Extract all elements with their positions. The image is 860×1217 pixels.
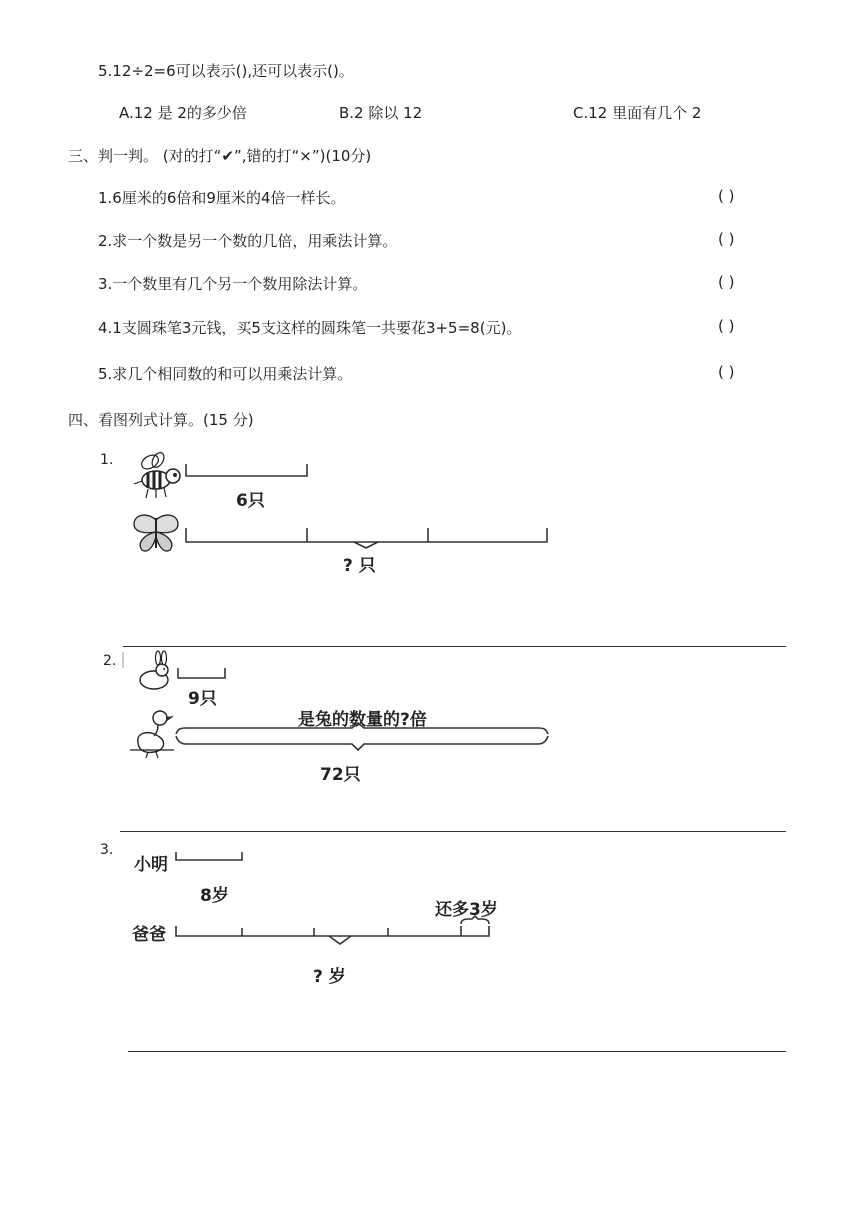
xiaoming-name: 小明 <box>134 855 168 875</box>
times-question-label: 是兔的数量的?倍 <box>298 710 427 730</box>
answer-paren-2[interactable]: ( ) <box>718 230 735 248</box>
problem1-number: 1. <box>100 452 114 468</box>
bee-icon <box>126 448 186 504</box>
rabbit-count-label: 9只 <box>188 689 217 709</box>
answer-paren-3[interactable]: ( ) <box>718 273 735 291</box>
butterfly-icon <box>130 512 182 554</box>
section4-heading: 四、看图列式计算。(15 分) <box>68 411 254 429</box>
xiaoming-age-label: 8岁 <box>200 886 229 906</box>
answer-line-1[interactable] <box>123 646 786 647</box>
q5-option-a: A.12 是 2的多少倍 <box>119 104 247 122</box>
judge-item-5: 5.求几个相同数的和可以用乘法计算。 <box>98 365 353 383</box>
rabbit-bracket <box>176 666 228 686</box>
judge-item-1: 1.6厘米的6倍和9厘米的4倍一样长。 <box>98 189 346 207</box>
answer-line-2[interactable] <box>120 831 786 832</box>
judge-item-4: 4.1支圆珠笔3元钱，买5支这样的圆珠笔一共要花3+5=8(元)。 <box>98 319 522 337</box>
bee-bracket <box>184 462 310 482</box>
rabbit-icon <box>134 652 174 692</box>
problem2-number: 2. <box>103 653 117 669</box>
q5-option-c: C.12 里面有几个 2 <box>573 104 702 122</box>
duck-icon <box>128 706 176 760</box>
section3-heading: 三、判一判。 (对的打“✔”,错的打“×”)(10分) <box>68 147 372 165</box>
answer-paren-1[interactable]: ( ) <box>718 187 735 205</box>
cursor-mark <box>122 652 126 670</box>
answer-line-3[interactable] <box>128 1051 786 1052</box>
bee-count-label: 6只 <box>236 491 265 511</box>
problem3-number: 3. <box>100 842 114 858</box>
answer-paren-4[interactable]: ( ) <box>718 317 735 335</box>
dad-name: 爸爸 <box>132 925 166 945</box>
butterfly-count-label: ? 只 <box>343 556 376 576</box>
q5-option-b: B.2 除以 12 <box>339 104 423 122</box>
extra-years-label: 还多3岁 <box>435 900 498 920</box>
duck-count-label: 72只 <box>320 765 361 785</box>
q5-stem: 5.12÷2=6可以表示(),还可以表示()。 <box>98 62 354 80</box>
xiaoming-bracket <box>174 850 246 866</box>
judge-item-3: 3.一个数里有几个另一个数用除法计算。 <box>98 275 368 293</box>
judge-item-2: 2.求一个数是另一个数的几倍，用乘法计算。 <box>98 232 398 250</box>
dad-bracket <box>174 914 496 950</box>
duck-brackets <box>174 726 554 760</box>
answer-paren-5[interactable]: ( ) <box>718 363 735 381</box>
dad-age-label: ? 岁 <box>313 967 346 987</box>
